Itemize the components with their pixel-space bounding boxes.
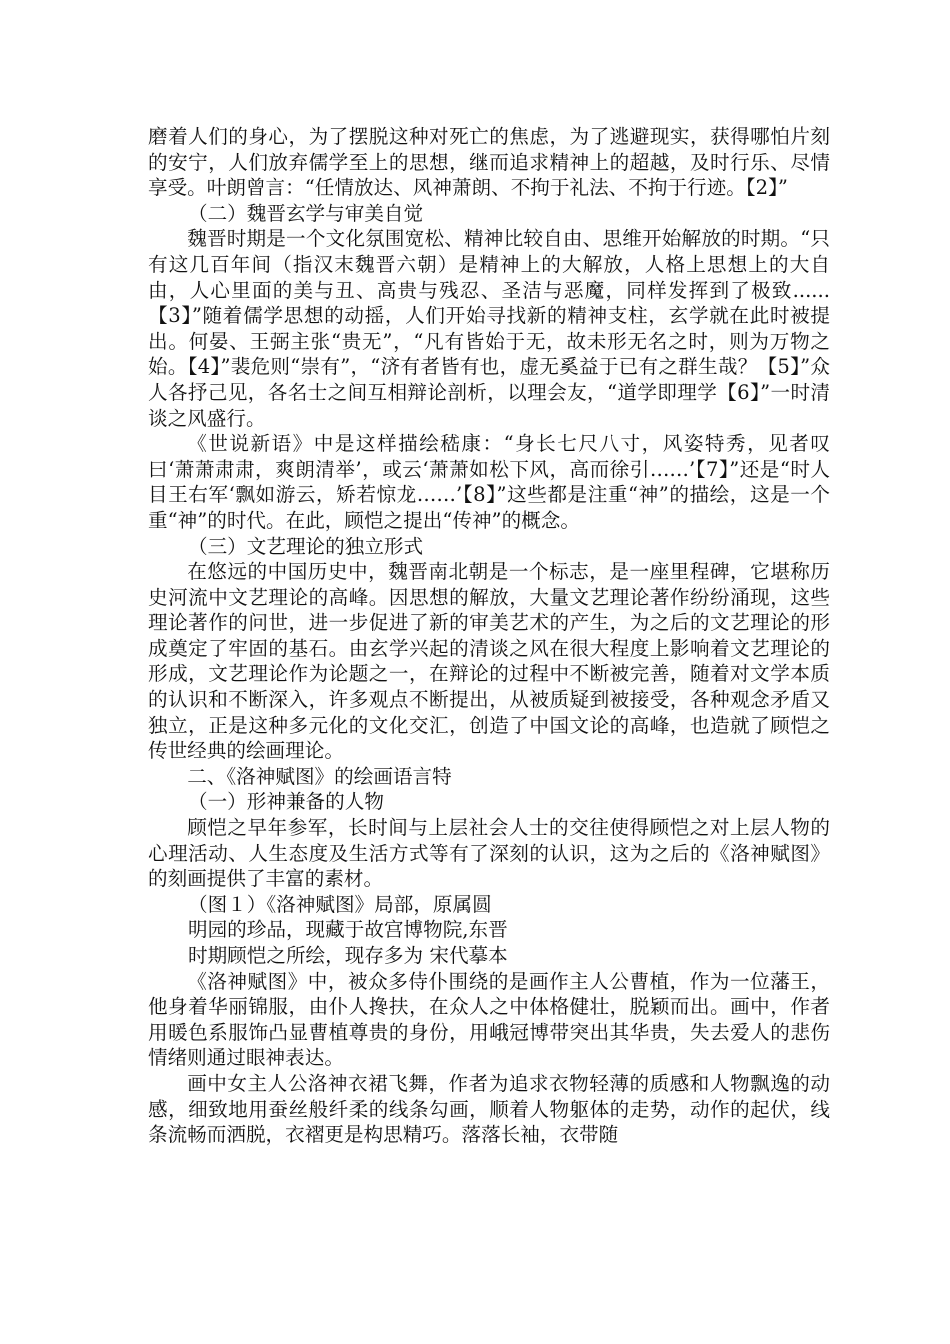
paragraph-continuation: 磨着人们的身心，为了摆脱这种对死亡的焦虑，为了逃避现实，获得哪怕片刻的安宁，人们放弃儒学至上的思想，继而追求精神上的超越，及时行乐、尽情享受。叶朗曾言：“任情放达、风神萧朗、不拘于礼法、不拘于行迹。【2】” xyxy=(148,125,830,200)
section-heading-painting-language: 二、《洛神赋图》的绘画语言特 xyxy=(187,764,452,788)
subheading-figures: （一）形神兼备的人物 xyxy=(188,790,384,814)
figure-caption-line: 明园的珍品，现藏于故宫博物院,东晋 xyxy=(188,918,508,942)
paragraph-literary-theory: 在悠远的中国历史中，魏晋南北朝是一个标志，是一座里程碑，它堪称历史河流中文艺理论的高峰。因思想的解放，大量文艺理论著作纷纷涌现，这些理论著作的问世，进一步促进了新的审美艺术的产生，为之后的文艺理论的形成奠定了牢固的基石。由玄学兴起的清谈之风在很大程度上影响着文艺理论的形成，文艺理论作为论题之一，在辩论的过程中不断被完善，随着对文学本质的认识和不断深入，许多观点不断提出，从被质疑到被接受，各种观念矛盾又独立，正是这种多元化的文化交汇，创造了中国文论的高峰，也造就了顾恺之传世经典的绘画理论。 xyxy=(148,560,830,763)
paragraph-cao-zhi: 《洛神赋图》中，被众多侍仆围绕的是画作主人公曹植，作为一位藩王，他身着华丽锦服，由仆人搀扶，在众人之中体格健壮，脱颖而出。画中，作者用暖色系服饰凸显曹植尊贵的身份，用峨冠博带突出其华贵，失去爱人的悲伤情绪则通过眼神表达。 xyxy=(148,969,830,1070)
paragraph-shishuo-xinyu: 《世说新语》中是这样描绘嵇康：“身长七尺八寸，风姿特秀，见者叹曰‘萧萧肃肃，爽朗清举’，或云‘萧萧如松下风，高而徐引……’【7】”还是“时人目王右军‘飘如游云，矫若惊龙……’【8】”这些都是注重“神”的描绘，这是一个重“神”的时代。在此，顾恺之提出“传神”的概念。 xyxy=(148,432,830,532)
document-page xyxy=(148,124,830,1148)
figure-caption-line: （图１）《洛神赋图》局部，原属圆 xyxy=(188,892,492,916)
figure-caption-line: 时期顾恺之所绘，现存多为 宋代摹本 xyxy=(188,944,508,967)
subheading-xuanxue: （二）魏晋玄学与审美自觉 xyxy=(188,201,424,225)
paragraph-luo-shen: 画中女主人公洛神衣裙飞舞，作者为追求衣物轻薄的质感和人物飘逸的动感，细致地用蚕丝般纤柔的线条勾画，顺着人物躯体的走势，动作的起伏，线条流畅而洒脱，衣褶更是构思精巧。落落长袖，衣带随 xyxy=(148,1071,830,1147)
paragraph-weijin-period: 魏晋时期是一个文化氛围宽松、精神比较自由、思维开始解放的时期。“只有这几百年间（指汉末魏晋六朝）是精神上的大解放，人格上思想上的大自由，人心里面的美与丑、高贵与残忍、圣洁与恶魔，同样发挥到了极致......【3】”随着儒学思想的动摇，人们开始寻找新的精神支柱，玄学就在此时被提出。何晏、王弼主张“贵无”，“凡有皆始于无，故未形无名之时，则为万物之始。【4】”裴危则“崇有”，“济有者皆有也，虚无奚益于已有之群生哉？【5】”众人各抒己见，各名士之间互相辩论剖析，以理会友，“道学即理学【6】”一时清谈之风盛行。 xyxy=(148,227,830,430)
subheading-literary-theory: （三）文艺理论的独立形式 xyxy=(188,534,424,558)
paragraph-gu-kaizhi: 顾恺之早年参军，长时间与上层社会人士的交往使得顾恺之对上层人物的心理活动、人生态度及生活方式等有了深刻的认识，这为之后的《洛神赋图》的刻画提供了丰富的素材。 xyxy=(148,816,830,891)
